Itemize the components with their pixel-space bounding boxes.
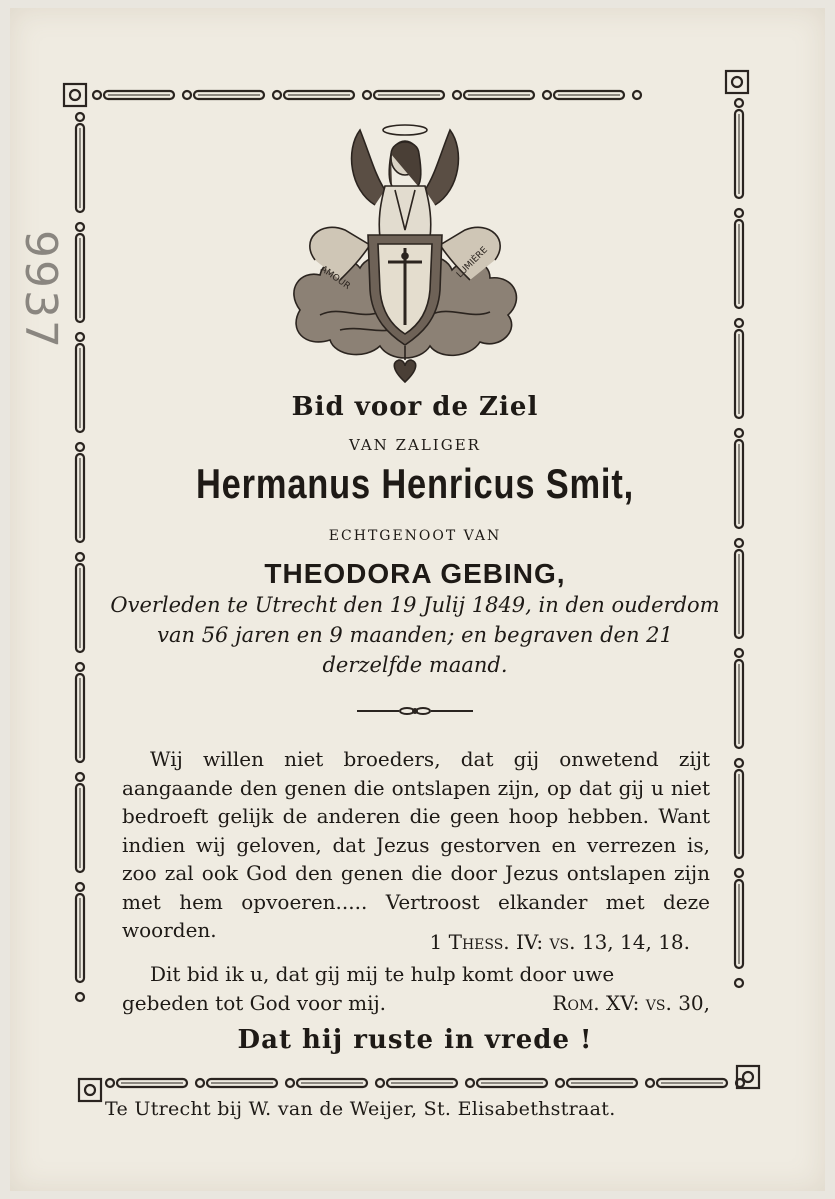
printer-imprint: Te Utrecht bij W. van de Weijer, St. Elisabethstraat. <box>105 1098 616 1120</box>
ribbon-left-text: AMOUR <box>318 264 352 292</box>
spouse-intro: ECHTGENOOT VAN <box>328 528 502 544</box>
prayer-reference: Rom. XV: vs. 30, <box>552 990 710 1015</box>
archive-number: 9937 <box>15 230 66 350</box>
verse-text: Wij willen niet broeders, dat gij onwetend zijt aangaande den genen die ontslapen zijn, op dat gij u niet bedroeft gelijk de anderen die geen hoop hebben. Want indien wij geloven, dat Jezus gestorven en verrezen is, zoo zal ook God den genen die door Jezus ontslapen zijn met hem opvoeren..... Vertroost elkander met deze woorden. <box>122 747 710 942</box>
closing-line: Dat hij ruste in vrede ! <box>237 1025 593 1055</box>
heading: Bid voor de Ziel <box>291 392 539 422</box>
prayer <box>122 960 710 1017</box>
death-notice: Overleden te Utrecht den 19 Julij 1849, in den ouderdom van 56 jaren en 9 maanden; en begraven den 21 derzelfde maand. <box>110 593 720 677</box>
prayer-line-1: Dit bid ik u, dat gij mij te hulp komt door uwe <box>150 962 615 986</box>
prayer-line-2: gebeden tot God voor mij. <box>122 990 387 1015</box>
angel-emblem <box>280 120 530 390</box>
verse-reference: 1 Thess. IV: vs. 13, 14, 18. <box>429 930 690 954</box>
divider-ornament <box>355 703 475 719</box>
scripture-verse <box>122 745 710 945</box>
deceased-name: Hermanus Henricus Smit, <box>195 460 635 507</box>
ribbon-right-text: LUMIÈRE <box>455 245 490 281</box>
spouse-name: THEODORA GEBING, <box>264 558 566 589</box>
subheading: VAN ZALIGER <box>349 436 481 454</box>
prayer-line-2-row <box>122 989 710 1018</box>
